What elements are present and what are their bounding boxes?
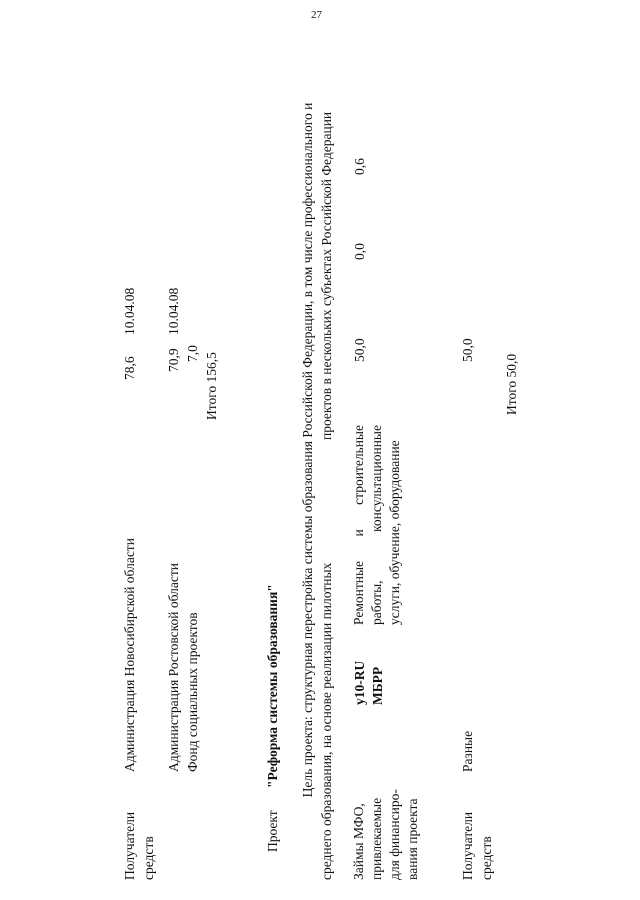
project-goal-2b: проектов в нескольких субъектах Российской Федерации bbox=[319, 111, 334, 440]
recipient-date: 10.04.08 bbox=[166, 287, 181, 335]
recipient-name: Администрация Ростовской области bbox=[166, 562, 181, 772]
recipients-label: Получатели bbox=[460, 811, 475, 880]
loans-label-line: привлекаемые bbox=[369, 797, 384, 880]
recipient-name: Фонд социальных проектов bbox=[185, 612, 200, 772]
recipients-label-2: средств bbox=[479, 836, 494, 880]
recipient-name: Администрация Новосибирской области bbox=[122, 538, 137, 772]
recipients-label: Получатели bbox=[122, 811, 137, 880]
loans-label bbox=[350, 780, 422, 880]
loan-purpose: Ремонтные и строительные работы, консультационные услуги, обучение, оборудование bbox=[351, 425, 402, 625]
loan-value-2: 0,0 bbox=[352, 243, 367, 260]
project-title: "Реформа системы образования" bbox=[265, 584, 280, 788]
total: Итого 156,5 bbox=[204, 352, 219, 420]
loan-code: у10-RU bbox=[352, 660, 367, 705]
recipient-value: 78,6 bbox=[122, 356, 137, 380]
recipients-label-2: средств bbox=[141, 836, 156, 880]
loans-label-line: для финансиро- bbox=[387, 789, 402, 880]
project-label: Проект bbox=[265, 810, 280, 852]
project-goal-2: среднего образования, на основе реализации пилотных bbox=[319, 562, 334, 880]
page-number: 27 bbox=[311, 9, 322, 21]
recipient-date: 10.04.08 bbox=[122, 287, 137, 335]
project-goal: Цель проекта: структурная перестройка системы образования Российской Федерации, в том числе профессионального и bbox=[300, 102, 315, 798]
loan-value-3: 0,6 bbox=[352, 158, 367, 175]
loan-value: 50,0 bbox=[352, 338, 367, 362]
recipient-name: Разные bbox=[460, 730, 475, 772]
recipient-value: 7,0 bbox=[185, 345, 200, 362]
loans-label-line: вания проекта bbox=[405, 798, 420, 880]
recipient-value: 70,9 bbox=[166, 348, 181, 372]
loans-label-line: Займы МФО, bbox=[351, 803, 366, 880]
total: Итого 50,0 bbox=[504, 353, 519, 415]
loan-code-2: МБРР bbox=[370, 666, 385, 705]
recipient-value: 50,0 bbox=[460, 338, 475, 362]
rotated-page-content bbox=[100, 20, 550, 880]
